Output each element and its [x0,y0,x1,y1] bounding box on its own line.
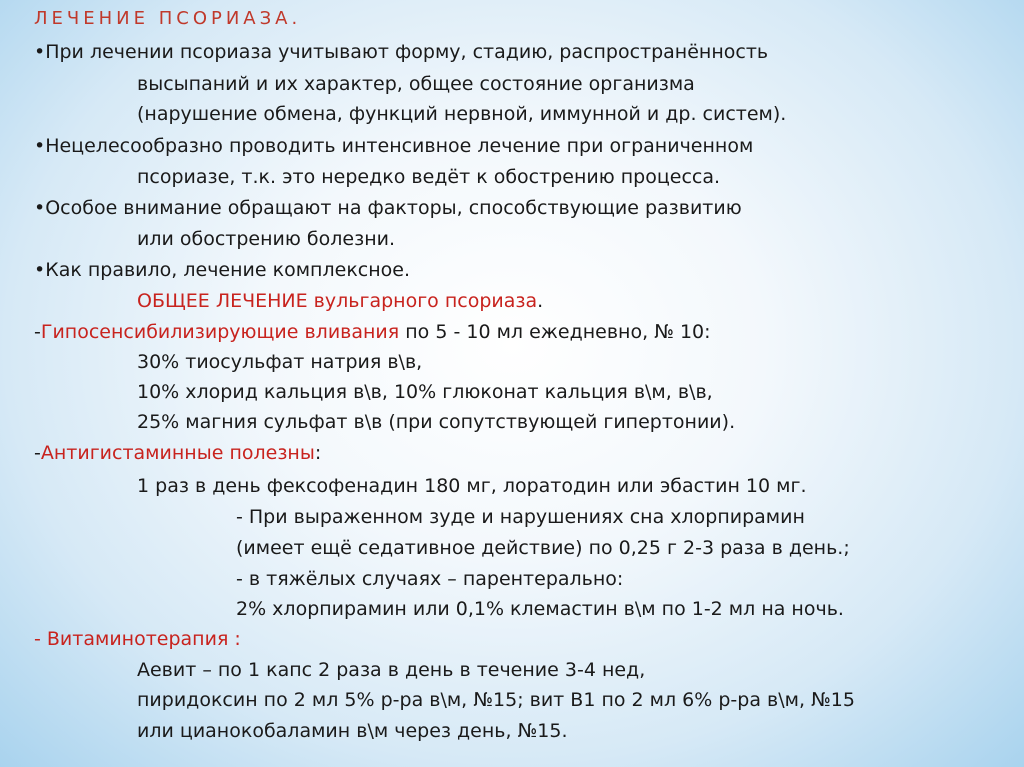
slide-title: ЛЕЧЕНИЕ ПСОРИАЗА. [34,8,302,29]
bullet-1-line-1: •При лечении псориаза учитывают форму, стадию, распространённость [34,41,769,63]
vitamins-item-2: пиридоксин по 2 мл 5% р-ра в\м, №15; вит В1 по 2 мл 6% р-ра в\м, №15 [137,689,855,711]
antihist-item-3: (имеет ещё седативное действие) по 0,25 г 2-3 раза в день.; [236,537,850,559]
general-treatment-dot: . [537,290,544,312]
antihist-item-1: 1 раз в день фексофенадин 180 мг, лоратодин или эбастин 10 мг. [137,475,807,497]
bullet-3-line-1: •Особое внимание обращают на факторы, способствующие развитию [34,197,742,219]
bullet-2-line-2: псориазе, т.к. это нередко ведёт к обострению процесса. [137,166,721,188]
hypo-heading [34,323,711,342]
antihist-prefix: - [34,442,41,464]
antihist-heading [34,444,321,463]
hypo-item-1: 30% тиосульфат натрия в\в, [137,351,423,373]
bullet-2-line-1: •Нецелесообразно проводить интенсивное лечение при ограниченном [34,135,754,157]
bullet-1-line-3: (нарушение обмена, функций нервной, иммунной и др. систем). [137,103,787,125]
vitamins-item-3: или цианокобаламин в\м через день, №15. [137,720,568,742]
vitamins-item-1: Аевит – по 1 капс 2 раза в день в течение 3-4 нед, [137,659,646,681]
bullet-4-line-1: •Как правило, лечение комплексное. [34,259,411,281]
general-treatment-heading [137,292,543,311]
hypo-prefix: - [34,321,41,343]
bullet-1-line-2: высыпаний и их характер, общее состояние организма [137,73,695,95]
vitamins-heading: - Витаминотерапия : [34,628,241,650]
hypo-item-2: 10% хлорид кальция в\в, 10% глюконат кальция в\м, в\в, [137,381,713,403]
hypo-label: Гипосенсибилизирующие вливания [40,321,400,343]
hypo-rest: по 5 - 10 мл ежедневно, № 10: [399,321,711,343]
antihist-rest: : [314,442,322,464]
bullet-3-line-2: или обострению болезни. [137,228,396,250]
antihist-item-5: 2% хлорпирамин или 0,1% клемастин в\м по 1-2 мл на ночь. [236,598,844,620]
antihist-item-4: - в тяжёлых случаях – парентерально: [236,568,624,590]
hypo-item-3: 25% магния сульфат в\в (при сопутствующей гипертонии). [137,411,736,433]
antihist-item-2: - При выраженном зуде и нарушениях сна хлорпирамин [236,506,805,528]
general-treatment-label: ОБЩЕЕ ЛЕЧЕНИЕ вульгарного псориаза [137,290,538,312]
antihist-label: Антигистаминные полезны [40,442,315,464]
